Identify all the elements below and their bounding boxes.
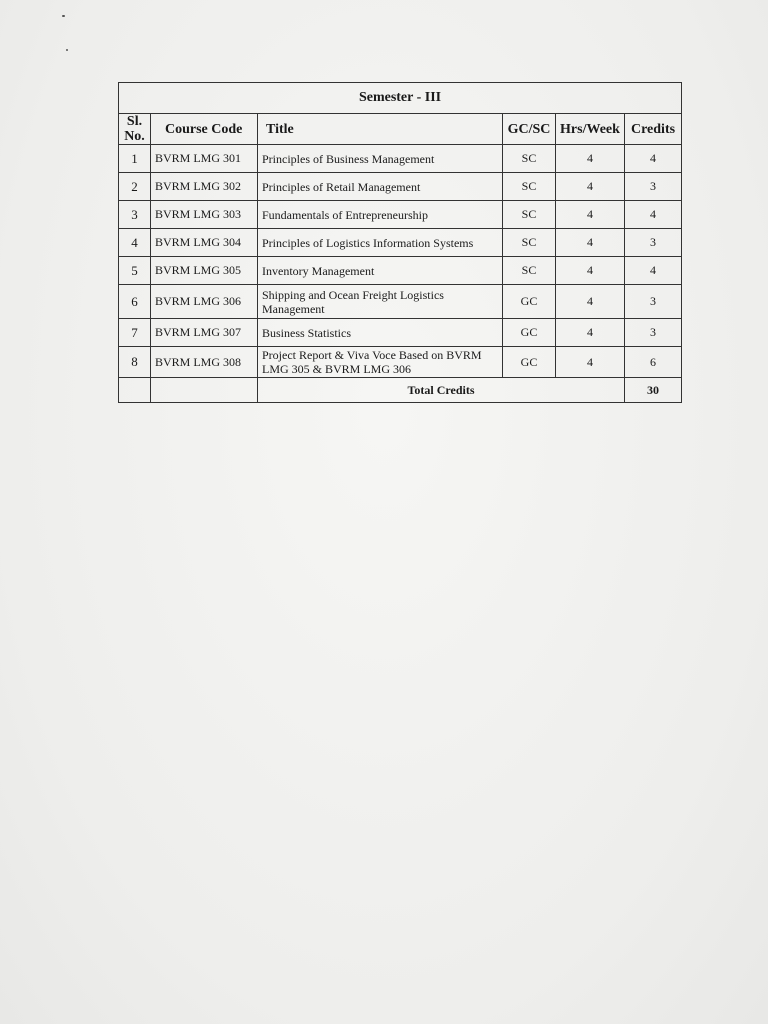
- cell-empty: [119, 378, 151, 403]
- cell-hrs-week: 4: [556, 201, 625, 229]
- cell-gc-sc: SC: [503, 229, 556, 257]
- cell-sl-no: 6: [119, 285, 151, 319]
- cell-hrs-week: 4: [556, 347, 625, 378]
- cell-hrs-week: 4: [556, 257, 625, 285]
- cell-hrs-week: 4: [556, 173, 625, 201]
- cell-course-code: BVRM LMG 303: [151, 201, 258, 229]
- cell-sl-no: 5: [119, 257, 151, 285]
- table-row: [119, 257, 682, 285]
- cell-gc-sc: SC: [503, 173, 556, 201]
- cell-course-code: BVRM LMG 304: [151, 229, 258, 257]
- cell-hrs-week: 4: [556, 229, 625, 257]
- table-header-row: [119, 114, 682, 145]
- cell-course-code: BVRM LMG 307: [151, 319, 258, 347]
- cell-title: Principles of Business Management: [258, 145, 503, 173]
- cell-credits: 3: [625, 285, 682, 319]
- table-title-row: [119, 83, 682, 114]
- cell-credits: 3: [625, 229, 682, 257]
- table-row: [119, 347, 682, 378]
- table-row: [119, 145, 682, 173]
- table-row: [119, 285, 682, 319]
- cell-title: Business Statistics: [258, 319, 503, 347]
- cell-sl-no: 3: [119, 201, 151, 229]
- cell-title: Project Report & Viva Voce Based on BVRM LMG 305 & BVRM LMG 306: [258, 347, 503, 378]
- cell-title: Fundamentals of Entrepreneurship: [258, 201, 503, 229]
- cell-title: Shipping and Ocean Freight Logistics Management: [258, 285, 503, 319]
- cell-sl-no: 8: [119, 347, 151, 378]
- scan-speck: [66, 49, 68, 51]
- cell-credits: 6: [625, 347, 682, 378]
- cell-gc-sc: GC: [503, 319, 556, 347]
- total-credits-label: Total Credits: [258, 378, 625, 403]
- header-course-code: Course Code: [151, 114, 258, 145]
- cell-title: Principles of Retail Management: [258, 173, 503, 201]
- cell-credits: 3: [625, 173, 682, 201]
- cell-credits: 4: [625, 257, 682, 285]
- cell-course-code: BVRM LMG 308: [151, 347, 258, 378]
- table-row: [119, 201, 682, 229]
- cell-course-code: BVRM LMG 305: [151, 257, 258, 285]
- cell-course-code: BVRM LMG 306: [151, 285, 258, 319]
- cell-sl-no: 1: [119, 145, 151, 173]
- cell-gc-sc: GC: [503, 285, 556, 319]
- table-row: [119, 319, 682, 347]
- header-sl-no: Sl. No.: [119, 114, 151, 145]
- cell-course-code: BVRM LMG 302: [151, 173, 258, 201]
- header-title: Title: [258, 114, 503, 145]
- semester-title: Semester - III: [119, 83, 682, 114]
- cell-empty: [151, 378, 258, 403]
- cell-gc-sc: SC: [503, 145, 556, 173]
- semester-course-table: [118, 82, 682, 403]
- header-hrs-week: Hrs/Week: [556, 114, 625, 145]
- cell-credits: 4: [625, 145, 682, 173]
- cell-sl-no: 4: [119, 229, 151, 257]
- cell-sl-no: 2: [119, 173, 151, 201]
- cell-sl-no: 7: [119, 319, 151, 347]
- cell-credits: 3: [625, 319, 682, 347]
- cell-hrs-week: 4: [556, 145, 625, 173]
- cell-gc-sc: SC: [503, 201, 556, 229]
- header-credits: Credits: [625, 114, 682, 145]
- total-row: [119, 378, 682, 403]
- cell-credits: 4: [625, 201, 682, 229]
- cell-hrs-week: 4: [556, 319, 625, 347]
- header-gc-sc: GC/SC: [503, 114, 556, 145]
- total-credits-value: 30: [625, 378, 682, 403]
- cell-title: Inventory Management: [258, 257, 503, 285]
- cell-gc-sc: SC: [503, 257, 556, 285]
- scan-speck: [62, 15, 65, 17]
- table-row: [119, 229, 682, 257]
- cell-course-code: BVRM LMG 301: [151, 145, 258, 173]
- cell-hrs-week: 4: [556, 285, 625, 319]
- cell-title: Principles of Logistics Information Systems: [258, 229, 503, 257]
- cell-gc-sc: GC: [503, 347, 556, 378]
- table-row: [119, 173, 682, 201]
